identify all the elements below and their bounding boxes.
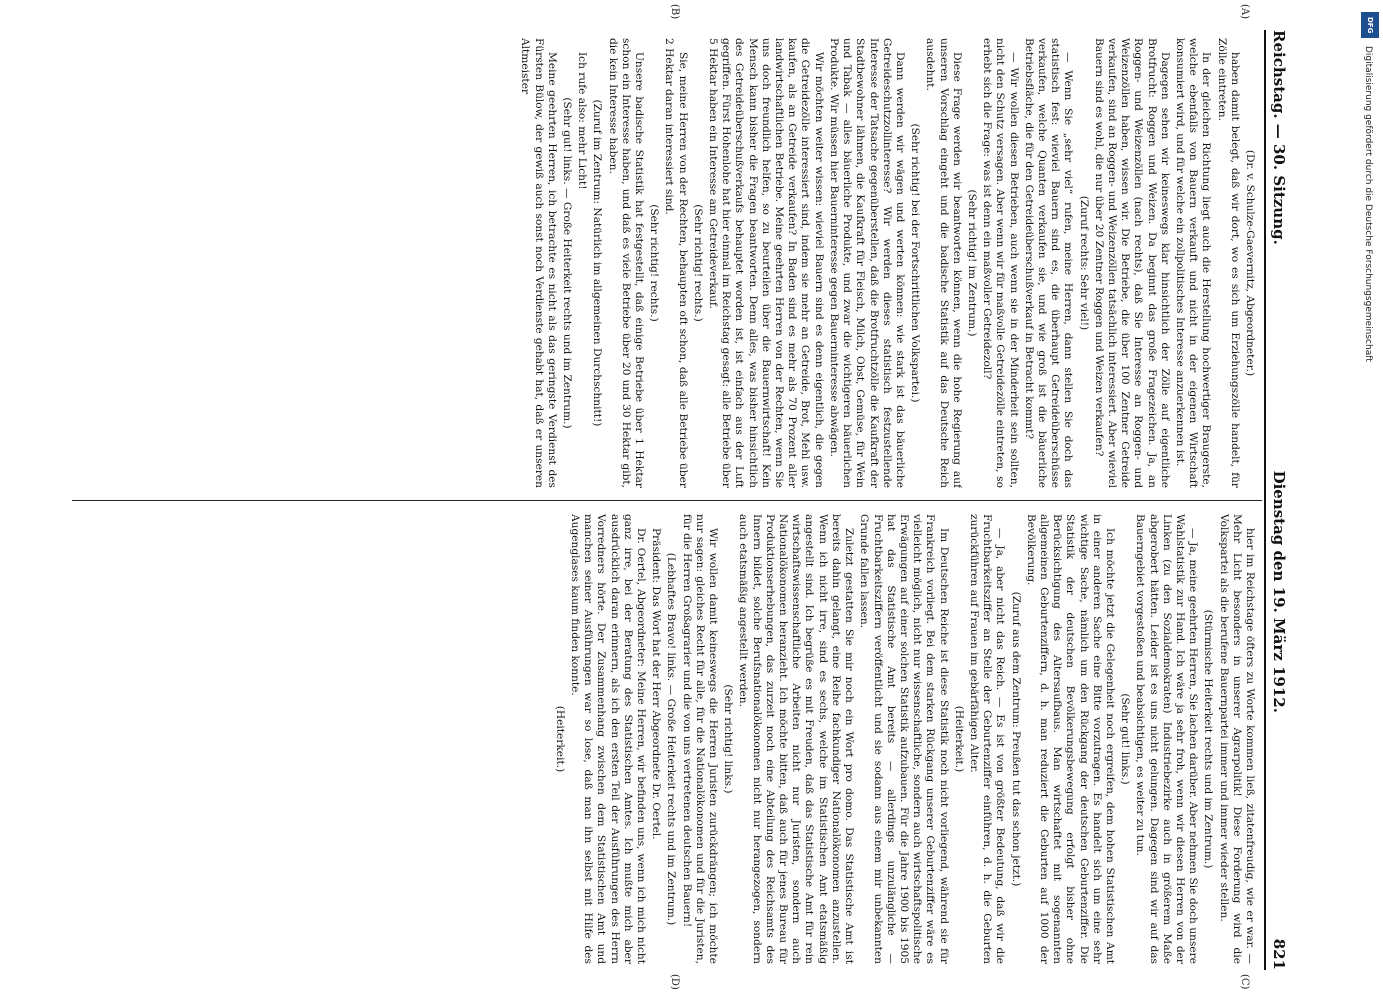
paragraph: Wir wollen damit keineswegs die Herren Juristen zurückdrängen; ich möchte nur sagen: gleiches Recht für alle, für die Nationalökonomen und für die Juristen, für die Herren Großagrarier und die von uns vertretenen deutschen Bauern! <box>680 514 720 964</box>
margin-mark-c: (C) <box>1239 974 1250 990</box>
paragraph: (Zuruf aus dem Zentrum: Preußen tut das schon jetzt.) <box>1009 591 1022 887</box>
paragraph: Dann werden wir wägen und werten können: wie stark ist das bäuerliche Getreideschutzzollinteresse? Wir werden dieses statistisch festzustellende Interesse der Tatsache gegenüberstellen, daß die Brotfruchtzölle die Kaufkraft der Stadtbewohner lähmen, die Kaufkraft für Fleisch, Milch, Obst, Gemüse, für Wein und Tabak — alles bäuerliche Produkte, und zwar die wichtigeren bäuerlichen Produkte. Wir müssen hier Bauerninteresse gegen Bauerninteresse abwägen. <box>827 38 906 488</box>
paragraph: (Zuruf im Zentrum: Natürlich im allgemeinen Durchschnitt!) <box>591 99 604 427</box>
paragraph: (Sehr gut! links.) <box>1119 693 1132 785</box>
paragraph: In der gleichen Richtung liegt auch die Herstellung hochwertiger Braugerste, welche ebenfalls von Bauern verkauft und nicht in der eigenen Wirtschaft konsumiert wird, und für welche ein zollpolitisches Interesse anzuerkennen ist. <box>1173 38 1213 488</box>
paragraph: (Sehr richtig! bei der Fortschrittlichen Volkspartei.) <box>909 123 922 403</box>
paragraph: Meine geehrten Herren, ich betrachte es nicht als das geringste Verdienst des Fürsten Bülow, der gewiß auch sonst noch Verdienste gehabt hat, daß er unseren Altmeister <box>519 38 558 488</box>
paragraph: — Ja, aber nicht das Reich. — Es ist von größter Bedeutung, daß wir die Fruchtbarkeitsziffer an Stelle der Geburtenziffer einführen, d. h. die Geburten zurückführen auf Frauen im gebärfähigen Alter. <box>967 514 1007 964</box>
paragraph: haben damit belegt, daß wir dort, wo es sich um Erziehungszölle handelt, für Zölle eintreten. <box>1215 38 1241 488</box>
paragraph: (Sehr gut! links. — Große Heiterkeit rechts und im Zentrum.) <box>561 97 574 429</box>
paragraph: (Heiterkeit.) <box>952 705 965 773</box>
paragraph: (Heiterkeit.) <box>553 705 566 773</box>
header-left: Reichstag. — 30. Sitzung. <box>1270 30 1288 245</box>
paragraph: Wir möchten weiter wissen: wieviel Bauern sind es denn eigentlich, die gegen die Getreidezölle interessiert sind, indem sie mehr an Getreide, Brot, Mehl usw. kaufen, als an Getreide verkaufen? In Baden sind es mehr als 70 Prozent aller landwirtschaftlichen Betriebe. Meine geehrten Herren von der Rechten, wenn Sie uns doch freundlich helfen, so zu beurteilen über die Bauernwirtschaft! Kein Mensch kann bisher die Fragen beantworten. Denn alles, was bisher hinsichtlich des Getreideüberschußverkaufs behauptet worden ist, ist einfach aus der Luft gegriffen. Fürst Hohenlohe hat hier einmal im Reichstag gesagt: alle Betriebe über 5 Hektar haben ein Interesse am Getreideverkauf. <box>707 38 825 488</box>
paragraph: — Wenn Sie „sehr viel“ rufen, meine Herren, dann stellen Sie doch das statistisch fest: wieviel Bauern sind es, die überhaupt Getreideüberschüsse verkaufen, welche Quanten verkaufen sie, und wie groß ist die bäuerliche Betriebsfläche, die für den Getreideüberschußverkauf in Betracht kommt? <box>1022 38 1075 488</box>
credit-text: Digitalisierung gefördert durch die Deutsche Forschungsgemeinschaft <box>1363 46 1373 362</box>
paragraph: Dr. Oertel, Abgeordneter: Meine Herren, wir befinden uns, wenn ich mich nicht ganz irre, bei der Beratung des Statistischen Amtes. Ich mußte mich aber ausdrücklich daran erinnern, als ich den ersten Teil der Ausführungen des Herrn Vorredners hörte. Der Zusammenhang zwischen dem Statistischen Amt und manchen seiner Ausführungen war so lose, daß man ihn selbst mit Hilfe des Augenglases kaum finden konnte. <box>569 514 648 964</box>
page-number: 821 <box>1270 938 1288 970</box>
paragraph: — Ja, meine geehrten Herren, Sie lachen darüber. Aber nehmen Sie doch unsere Wahlstatistik zur Hand. Ich wäre ja sehr froh, wenn wir diesen Herren von der Linken (zu den Sozialdemokraten) Industriebezirke auch in größerem Maße abgerobert hätten. Leider ist es uns nicht gelungen. Dagegen sind wir auf das Bauerngebiet vorgestoßen und beabsichtigen, es weiter zu tun. <box>1134 514 1200 964</box>
paragraph: (Sehr richtig! links.) <box>722 684 735 794</box>
dfg-logo: DFG <box>1361 12 1379 38</box>
paragraph: Ich rufe also: mehr Licht! <box>576 52 589 190</box>
paragraph: hier im Reichstage öfters zu Worte kommen ließ, zitatenfreudig, wie er war. — Mehr Licht besonders in unserer Agrarpolitik! Diese Forderung wird die Volkspartei als die berufene Bauernpartei immer und immer wieder stellen. <box>1217 514 1256 964</box>
paragraph: — Wir wollen diesen Betrieben, auch wenn sie in der Minderheit sein sollten, nicht den Schutz versagen. Aber wenn wir für maßvolle Getreidezölle eintreten, so erhebt sich die Frage: was ist denn ein maßvoller Getreidezoll? <box>981 38 1020 488</box>
paragraph: Dagegen sehen wir keineswegs klar hinsichtlich der Zölle auf eigentliche Brotfrucht: Roggen und Weizen. Da beginnt das große Fragezeichen. Ja, an Roggen- und Weizenzöllen (nach rechts), daß Sie Interesse an Roggen- und Weizenzöllen haben, wissen wir. Die Betriebe, die über 100 Zentner Getreide verkaufen, sind an Roggen- und Weizenzöllen tatsächlich interessiert. Aber wieviel Bauern sind es wohl, die nur über 20 Zentner Roggen und Weizen verkaufen? <box>1092 38 1171 488</box>
header-date: Dienstag den 19. März 1912. <box>1270 470 1288 713</box>
left-text-column <box>76 38 1256 488</box>
paragraph: Im Deutschen Reiche ist diese Statistik noch nicht vorliegend, während sie für Frankreich vorliegt. Bei dem starken Rückgang unserer Geburtenziffer wäre es vielleicht möglich, nicht nur wissenschaftliche, sondern auch wirtschaftspolitische Erwägungen auf einer solchen Statistik aufzubauen. Für die Jahre 1900 bis 1905 hat das Statistische Amt bereits — allerdings unzulängliche — Fruchtbarkeitsziffern veröffentlicht und sie sodann aus einem mir unbekannten Grunde fallen lassen. <box>858 514 950 964</box>
paragraph: Sie, meine Herren von der Rechten, behaupten oft schon, daß alle Betriebe über 2 Hektar daran interessiert sind. <box>663 38 689 488</box>
document-page <box>60 4 1300 990</box>
paragraph: (Sehr richtig! rechts.) <box>648 204 661 322</box>
paragraph: (Stürmische Heiterkeit rechts und im Zentrum.) <box>1202 609 1215 869</box>
column-divider <box>72 500 1262 501</box>
paragraph: Unsere badische Statistik hat festgestellt, daß einige Betriebe über 1 Hektar schon ein Interesse haben, und daß es viele Betriebe über 20 und 30 Hektar gibt, die kein Interesse haben. <box>606 38 646 488</box>
right-text-column <box>76 514 1256 964</box>
margin-mark-a: (A) <box>1239 4 1250 20</box>
paragraph: (Dr. v. Schulze-Gaevernitz, Abgeordneter.) <box>1244 149 1256 377</box>
paragraph: Ich möchte jetzt die Gelegenheit noch ergreifen, dem hohen Statistischen Amt in einer anderen Sache eine Bitte vorzutragen. Es handelt sich um eine sehr wichtige Sache, nämlich um den Rückgang der deutschen Geburtenziffer. Die Statistik der deutschen Bevölkerungsbewegung erfolgt bisher ohne Berücksichtigung des Altersaufbaus. Man wirtschaftet mit sogenannten allgemeinen Geburtenziffern, d. h. man reduziert die Geburten auf 1000 der Bevölkerung. <box>1024 514 1116 964</box>
paragraph: (Lebhaftes Bravo! links. — Große Heiterkeit rechts und im Zentrum.) <box>665 552 678 926</box>
paragraph: Präsident: Das Wort hat der Herr Abgeordnete Dr. Oertel. <box>650 528 663 840</box>
margin-mark-d: (D) <box>669 974 680 990</box>
paragraph: (Sehr richtig! rechts.) <box>691 204 704 322</box>
paragraph: Zuletzt gestatten Sie mir noch ein Wort pro domo. Das Statistische Amt ist bereits dahin gelangt, eine Reihe fachkundiger Nationalökonomen anzustellen. Wenn ich nicht irre, sind es sechs, welche im Statistischen Amt etatsmäßig angestellt sind. Ich begrüße es mit Freuden, daß das Statistische Amt für rein wirtschaftswissenschaftliche Arbeiten nicht nur Juristen, sondern auch Nationalökonomen heranzieht. Ich möchte bitten, daß auch für jenes Bureau für Produktionserhebungen, das zurzeit noch eine Abteilung des Reichsamts des Innern bildet, solche Berufsnationalökonomen nicht nur herangezogen, sondern auch etatsmäßig angestellt werden. <box>737 514 856 964</box>
page-header <box>1264 30 1300 970</box>
paragraph: (Sehr richtig! im Zentrum.) <box>965 189 978 337</box>
margin-mark-b: (B) <box>669 4 680 20</box>
paragraph: Diese Frage werden wir beantworten können, wenn die hohe Regierung auf unseren Vorschlag eingeht und die badische Statistik auf das Deutsche Reich ausdehnt. <box>924 38 963 488</box>
digitization-credit <box>1359 12 1381 992</box>
paragraph: (Zuruf rechts: Sehr viel!) <box>1077 195 1090 331</box>
rotated-page-content <box>60 4 1300 990</box>
